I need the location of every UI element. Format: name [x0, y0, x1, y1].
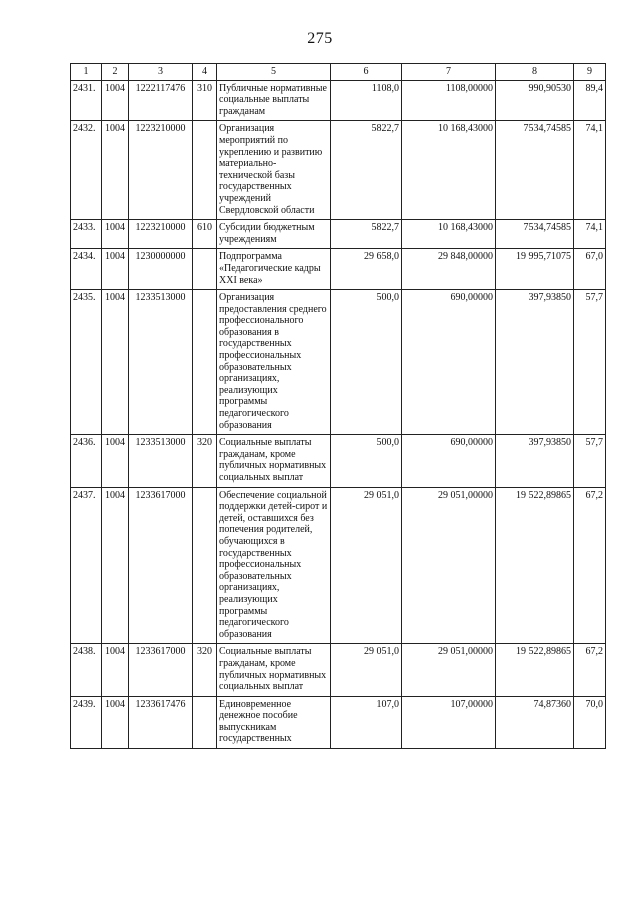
percent-col9: 67,2	[574, 644, 606, 696]
expense-type: 310	[193, 80, 217, 121]
target-code: 1233617000	[129, 487, 193, 644]
column-header: 6	[331, 64, 402, 81]
amount-col8: 19 995,71075	[496, 249, 574, 290]
expense-type: 610	[193, 220, 217, 249]
target-code: 1233617000	[129, 644, 193, 696]
amount-col7: 29 848,00000	[402, 249, 496, 290]
column-header: 7	[402, 64, 496, 81]
amount-col6: 29 051,0	[331, 644, 402, 696]
item-name: Социальные выплаты гражданам, кроме публичных нормативных социальных выплат	[217, 435, 331, 487]
row-number: 2438.	[71, 644, 102, 696]
expense-type	[193, 696, 217, 748]
item-name: Организация предоставления среднего профессионального образования в государственных профессиональных образовательных организациях, реализующих программы педагогического образования	[217, 290, 331, 435]
section-code: 1004	[102, 696, 129, 748]
target-code: 1233513000	[129, 435, 193, 487]
amount-col6: 500,0	[331, 435, 402, 487]
percent-col9: 67,0	[574, 249, 606, 290]
percent-col9: 74,1	[574, 121, 606, 220]
row-number: 2434.	[71, 249, 102, 290]
target-code: 1233617476	[129, 696, 193, 748]
section-code: 1004	[102, 249, 129, 290]
percent-col9: 74,1	[574, 220, 606, 249]
amount-col8: 990,90530	[496, 80, 574, 121]
amount-col6: 29 051,0	[331, 487, 402, 644]
row-number: 2431.	[71, 80, 102, 121]
row-number: 2437.	[71, 487, 102, 644]
amount-col7: 29 051,00000	[402, 487, 496, 644]
column-header: 2	[102, 64, 129, 81]
percent-col9: 89,4	[574, 80, 606, 121]
target-code: 1222117476	[129, 80, 193, 121]
page-number: 275	[307, 30, 333, 47]
amount-col7: 29 051,00000	[402, 644, 496, 696]
amount-col8: 7534,74585	[496, 121, 574, 220]
percent-col9: 67,2	[574, 487, 606, 644]
item-name: Социальные выплаты гражданам, кроме публичных нормативных социальных выплат	[217, 644, 331, 696]
row-number: 2439.	[71, 696, 102, 748]
table-row	[71, 644, 606, 696]
table-row	[71, 290, 606, 435]
table-row	[71, 696, 606, 748]
amount-col8: 7534,74585	[496, 220, 574, 249]
target-code: 1230000000	[129, 249, 193, 290]
table-row	[71, 80, 606, 121]
row-number: 2433.	[71, 220, 102, 249]
budget-table	[70, 63, 606, 749]
expense-type	[193, 121, 217, 220]
expense-type	[193, 290, 217, 435]
expense-type	[193, 249, 217, 290]
section-code: 1004	[102, 220, 129, 249]
row-number: 2432.	[71, 121, 102, 220]
section-code: 1004	[102, 80, 129, 121]
expense-type: 320	[193, 644, 217, 696]
amount-col7: 10 168,43000	[402, 220, 496, 249]
amount-col8: 397,93850	[496, 435, 574, 487]
row-number: 2435.	[71, 290, 102, 435]
column-header: 3	[129, 64, 193, 81]
item-name: Единовременное денежное пособие выпускникам государственных	[217, 696, 331, 748]
amount-col6: 107,0	[331, 696, 402, 748]
item-name: Публичные нормативные социальные выплаты гражданам	[217, 80, 331, 121]
percent-col9: 57,7	[574, 290, 606, 435]
expense-type	[193, 487, 217, 644]
row-number: 2436.	[71, 435, 102, 487]
amount-col7: 10 168,43000	[402, 121, 496, 220]
item-name: Обеспечение социальной поддержки детей-сирот и детей, оставшихся без попечения родителей, обучающихся в государственных профессиональных образовательных организациях, реализующих программы педагогического образования	[217, 487, 331, 644]
table-row	[71, 487, 606, 644]
target-code: 1223210000	[129, 220, 193, 249]
amount-col8: 74,87360	[496, 696, 574, 748]
table-row	[71, 220, 606, 249]
target-code: 1223210000	[129, 121, 193, 220]
amount-col7: 1108,00000	[402, 80, 496, 121]
amount-col7: 690,00000	[402, 290, 496, 435]
column-header: 9	[574, 64, 606, 81]
section-code: 1004	[102, 487, 129, 644]
column-header: 8	[496, 64, 574, 81]
amount-col8: 19 522,89865	[496, 487, 574, 644]
item-name: Подпрограмма «Педагогические кадры XXI века»	[217, 249, 331, 290]
item-name: Организация мероприятий по укреплению и развитию материально-технической базы государственных учреждений Свердловской области	[217, 121, 331, 220]
column-header: 1	[71, 64, 102, 81]
amount-col6: 5822,7	[331, 220, 402, 249]
amount-col8: 19 522,89865	[496, 644, 574, 696]
amount-col6: 29 658,0	[331, 249, 402, 290]
section-code: 1004	[102, 290, 129, 435]
expense-type: 320	[193, 435, 217, 487]
amount-col8: 397,93850	[496, 290, 574, 435]
amount-col7: 690,00000	[402, 435, 496, 487]
table-header-row	[71, 64, 606, 81]
table-row	[71, 435, 606, 487]
table-row	[71, 121, 606, 220]
percent-col9: 70,0	[574, 696, 606, 748]
amount-col6: 500,0	[331, 290, 402, 435]
section-code: 1004	[102, 644, 129, 696]
amount-col6: 5822,7	[331, 121, 402, 220]
section-code: 1004	[102, 435, 129, 487]
section-code: 1004	[102, 121, 129, 220]
percent-col9: 57,7	[574, 435, 606, 487]
table-row	[71, 249, 606, 290]
target-code: 1233513000	[129, 290, 193, 435]
column-header: 5	[217, 64, 331, 81]
amount-col7: 107,00000	[402, 696, 496, 748]
amount-col6: 1108,0	[331, 80, 402, 121]
item-name: Субсидии бюджетным учреждениям	[217, 220, 331, 249]
column-header: 4	[193, 64, 217, 81]
